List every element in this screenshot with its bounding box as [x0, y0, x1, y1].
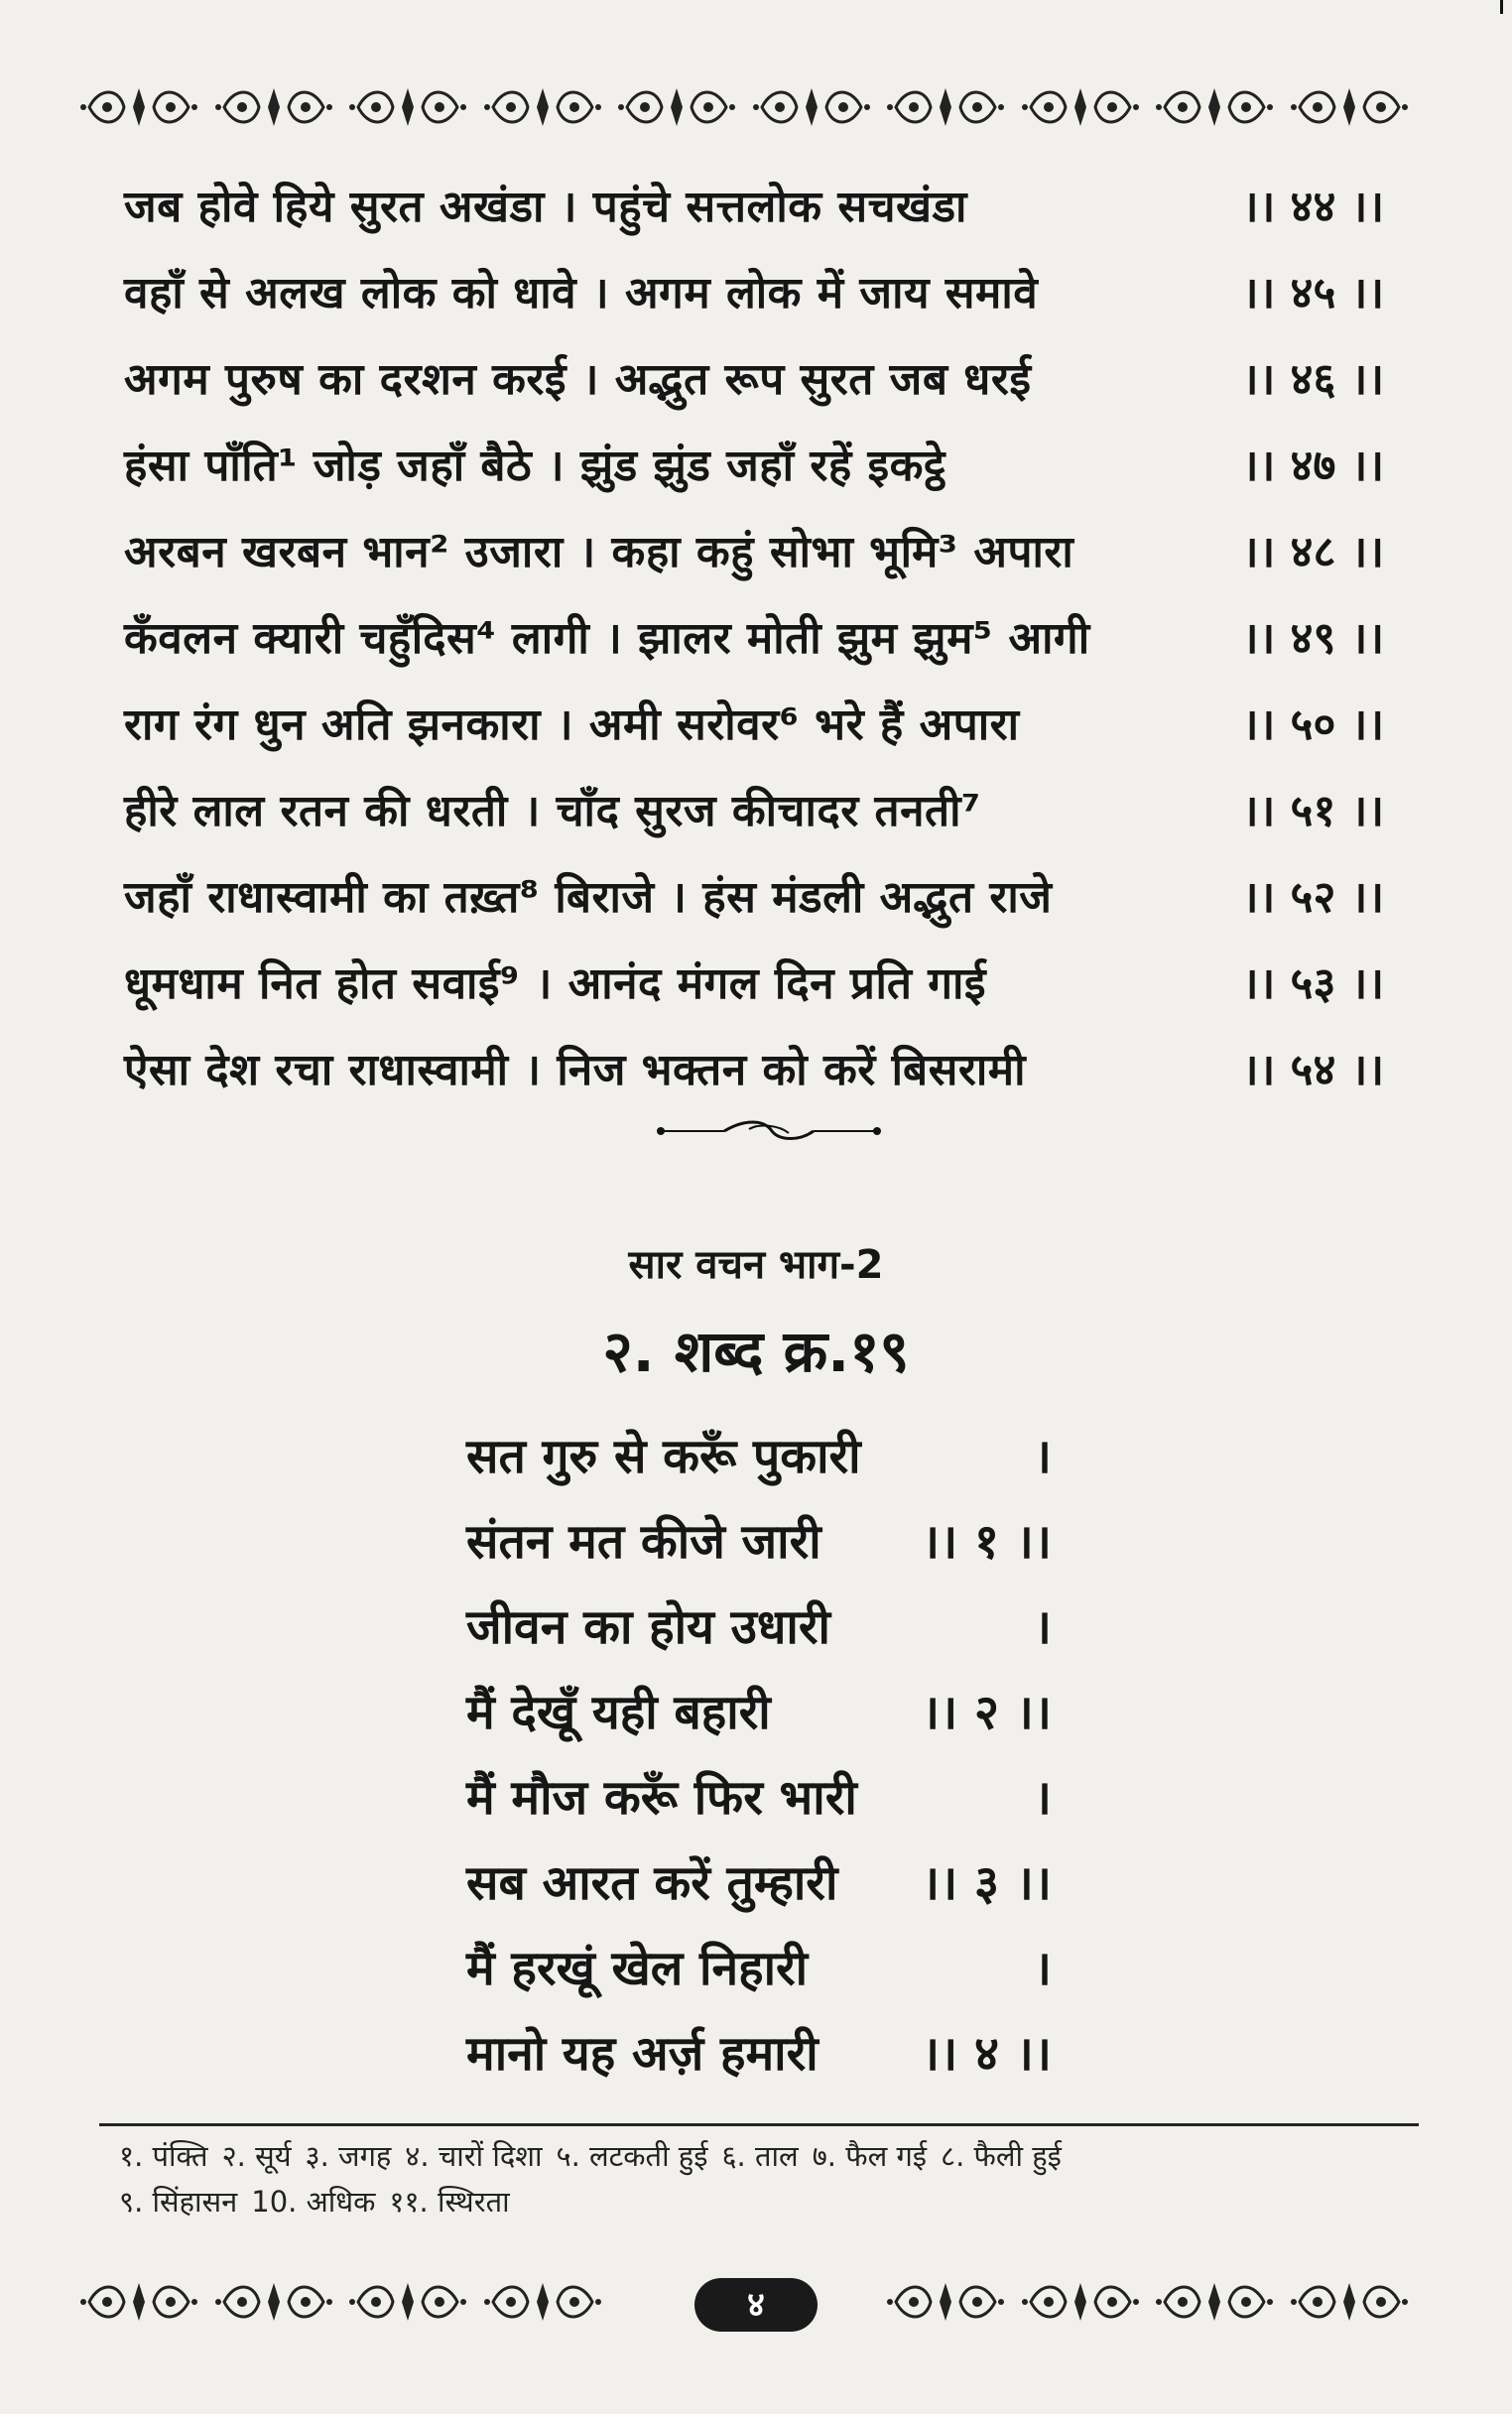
ornament-motif	[348, 2277, 467, 2327]
verse-number: ।। ५० ।।	[1241, 699, 1384, 750]
crop-mark	[1500, 0, 1503, 14]
footnote-line-2	[119, 2179, 1409, 2224]
stanza-line	[466, 1499, 1052, 1585]
verse-number: ।। ४५ ।।	[1241, 268, 1384, 318]
verse-line	[124, 423, 1384, 509]
verse-line	[124, 1027, 1384, 1113]
stanza-text: मैं हरखूं खेल निहारी	[466, 1941, 809, 1996]
verse-text: जब होवे हिये सुरत अखंडा । पहुंचे सत्तलोक सचखंडा	[124, 182, 967, 232]
stanza-line	[466, 1670, 1052, 1755]
footnote-item: ४. चारों दिशा	[405, 2139, 543, 2173]
verse-number: ।। ४६ ।।	[1241, 354, 1384, 405]
ornament-motif	[752, 82, 871, 132]
footnote-item: ३. जगह	[305, 2139, 392, 2173]
verse-line	[124, 509, 1384, 595]
verse-text: वहाँ से अलख लोक को धावे । अगम लोक में जाय समावे	[124, 268, 1039, 318]
stanza-line	[466, 1841, 1052, 1926]
verse-number: ।। ५१ ।।	[1241, 786, 1384, 836]
footnote-item: 10. अधिक	[251, 2185, 376, 2219]
stanza-text: सब आरत करें तुम्हारी	[466, 1855, 838, 1911]
ornament-motif	[214, 82, 333, 132]
ornament-motif	[1155, 2277, 1274, 2327]
stanza-line	[466, 1926, 1052, 2011]
ornament-motif	[617, 82, 736, 132]
verse-text: धूमधाम नित होत सवाई⁹ । आनंद मंगल दिन प्रति गाई	[124, 958, 987, 1009]
verse-number: ।। ५३ ।।	[1241, 958, 1384, 1009]
verse-line	[124, 854, 1384, 941]
ornament-motif	[214, 2277, 333, 2327]
verse-text: अगम पुरुष का दरशन करई । अद्भुत रूप सुरत जब धरई	[124, 354, 1032, 405]
verse-number: ।। ४८ ।।	[1241, 527, 1384, 577]
verse-text: अरबन खरबन भान² उजारा । कहा कहुं सोभा भूमि³ अपारा	[124, 527, 1074, 577]
verse-text: कँवलन क्यारी चहुँदिस⁴ लागी । झालर मोती झुम झुम⁵ आगी	[124, 613, 1090, 664]
verse-line	[124, 768, 1384, 854]
section-subtitle: सार वचन भाग-2	[628, 1242, 884, 1288]
ornament-motif	[886, 82, 1005, 132]
verse-text: जहाँ राधास्वामी का तख़्त⁸ बिराजे । हंस मंडली अद्भुत राजे	[124, 872, 1053, 923]
verse-text: ऐसा देश रचा राधास्वामी । निज भक्तन को करें बिसरामी	[124, 1045, 1026, 1095]
footnote-item: २. सूर्य	[221, 2139, 292, 2173]
stanza-line	[466, 2011, 1052, 2096]
verse-line	[124, 682, 1384, 768]
verse-text: राग रंग धुन अति झनकारा । अमी सरोवर⁶ भरे हैं अपारा	[124, 699, 1020, 750]
stanza-marker: ।	[1033, 1429, 1052, 1484]
footnote-line-1	[119, 2133, 1409, 2179]
verse-text: हीरे लाल रतन की धरती । चाँद सुरज कीचादर तनती⁷	[124, 786, 981, 836]
page-number: ४	[694, 2278, 818, 2332]
footnote-item: ८. फैली हुई	[941, 2139, 1062, 2173]
stanza-marker: ।	[1033, 1599, 1052, 1655]
verse-block	[124, 164, 1384, 1113]
stanza-marker: ।। ४ ।।	[921, 2026, 1052, 2082]
verse-line	[124, 336, 1384, 423]
footnote-item: ११. स्थिरता	[389, 2185, 510, 2219]
stanza-marker: ।	[1033, 1770, 1052, 1826]
verse-text: हंसा पाँति¹ जोड़ जहाँ बैठे । झुंड झुंड जहाँ रहें इकट्ठे	[124, 441, 945, 491]
ornament-motif	[1155, 82, 1274, 132]
verse-line	[124, 595, 1384, 682]
section-title: २. शब्द क्र.१९	[602, 1318, 910, 1385]
ornament-motif	[348, 82, 467, 132]
footnote-item: ५. लटकती हुई	[556, 2139, 708, 2173]
ornament-motif	[79, 82, 198, 132]
stanza-line	[466, 1414, 1052, 1499]
verse-number: ।। ५४ ।।	[1241, 1045, 1384, 1095]
verse-line	[124, 941, 1384, 1027]
verse-number: ।। ४७ ।।	[1241, 441, 1384, 491]
stanza-block	[466, 1414, 1052, 2096]
stanza-marker: ।	[1033, 1941, 1052, 1996]
stanza-text: मैं देखूँ यही बहारी	[466, 1685, 771, 1740]
stanza-marker: ।। ३ ।।	[921, 1855, 1052, 1911]
ornament-motif	[1021, 82, 1140, 132]
verse-line	[124, 250, 1384, 336]
stanza-line	[466, 1585, 1052, 1670]
ornament-motif	[1290, 82, 1409, 132]
ornament-motif	[1021, 2277, 1140, 2327]
footnote-item: १. पंक्ति	[119, 2139, 208, 2173]
ornament-motif	[79, 2277, 198, 2327]
verse-number: ।। ५२ ।।	[1241, 872, 1384, 923]
flourish-divider	[655, 1111, 883, 1151]
stanza-text: सत गुरु से करूँ पुकारी	[466, 1429, 861, 1484]
ornament-motif	[1290, 2277, 1409, 2327]
stanza-text: मैं मौज करूँ फिर भारी	[466, 1770, 857, 1826]
verse-number: ।। ४९ ।।	[1241, 613, 1384, 664]
stanza-marker: ।। २ ।।	[921, 1685, 1052, 1740]
footnotes	[119, 2133, 1409, 2224]
top-ornament-border	[79, 77, 1409, 137]
footnote-rule	[99, 2123, 1419, 2126]
footnote-item: ६. ताल	[721, 2139, 799, 2173]
stanza-text: जीवन का होय उधारी	[466, 1599, 830, 1655]
ornament-motif	[483, 2277, 602, 2327]
stanza-text: मानो यह अर्ज़ हमारी	[466, 2026, 819, 2082]
stanza-text: संतन मत कीजे जारी	[466, 1514, 821, 1570]
footnote-item: ९. सिंहासन	[119, 2185, 238, 2219]
verse-number: ।। ४४ ।।	[1241, 182, 1384, 232]
ornament-motif	[886, 2277, 1005, 2327]
stanza-marker: ।। १ ।।	[921, 1514, 1052, 1570]
stanza-line	[466, 1755, 1052, 1841]
ornament-motif	[483, 82, 602, 132]
footnote-item: ७. फैल गई	[812, 2139, 928, 2173]
verse-line	[124, 164, 1384, 250]
